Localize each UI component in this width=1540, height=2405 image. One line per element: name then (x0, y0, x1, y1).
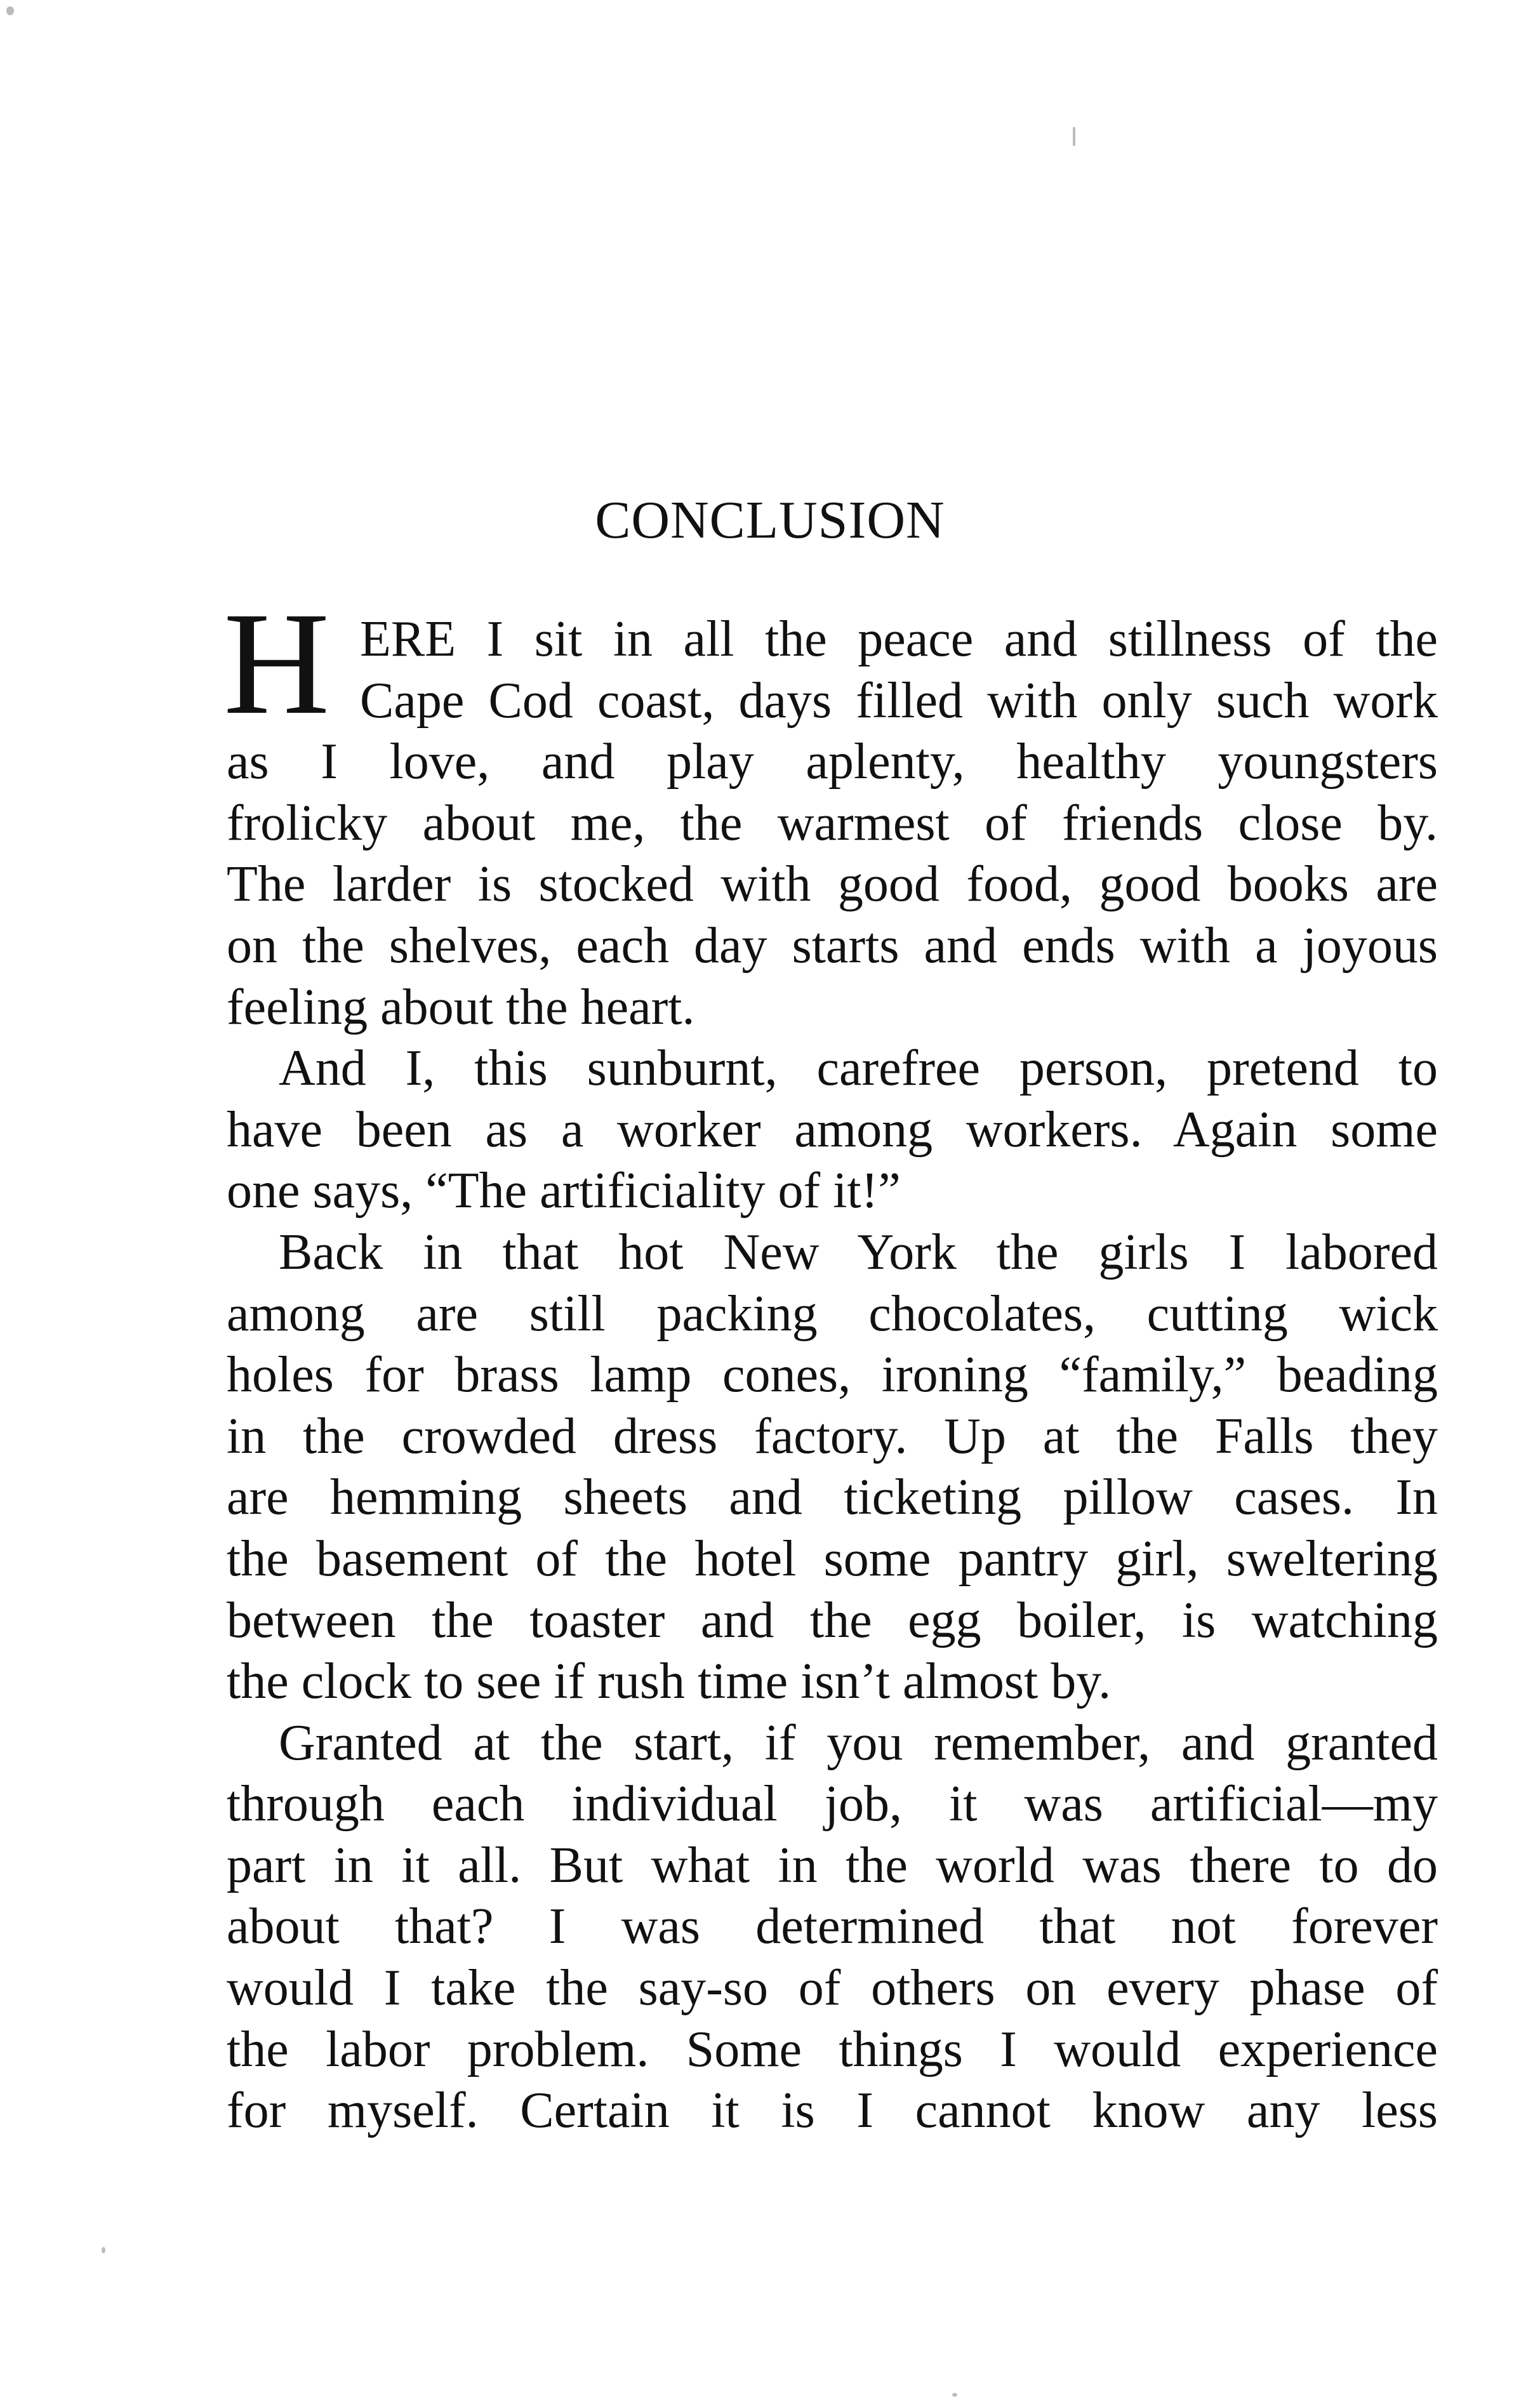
text-line: among are still packing chocolates, cutting wick (227, 1285, 1438, 1342)
text-line: The larder is stocked with good food, good books are (227, 856, 1438, 913)
text-line: would I take the say-so of others on every phase of (227, 1960, 1438, 2017)
text-line: Cape Cod coast, days filled with only such work (360, 672, 1438, 729)
text-line: holes for brass lamp cones, ironing “family,” beading (227, 1347, 1438, 1403)
text-line: for myself. Certain it is I cannot know any less (227, 2083, 1438, 2139)
text-line: the labor problem. Some things I would experience (227, 2021, 1438, 2077)
text-line: the clock to see if rush time isn’t almost by. (227, 1653, 1112, 1710)
text-line: the basement of the hotel some pantry girl, sweltering (227, 1530, 1438, 1587)
scan-speck (952, 2393, 957, 2397)
text-line: Back in that hot New York the girls I labored (279, 1224, 1438, 1280)
scan-speck (1073, 127, 1075, 146)
text-line: between the toaster and the egg boiler, is watching (227, 1592, 1438, 1648)
text-line: feeling about the heart. (227, 979, 695, 1035)
text-line: one says, “The artificiality of it!” (227, 1163, 901, 1219)
text-line: through each individual job, it was artificial—my (227, 1776, 1438, 1832)
text-line: part in it all. But what in the world was there to do (227, 1837, 1438, 1893)
text-line: Granted at the start, if you remember, and granted (279, 1714, 1438, 1771)
scan-speck (6, 6, 14, 15)
text-line: And I, this sunburnt, carefree person, pretend to (279, 1040, 1438, 1097)
text-line: ERE I sit in all the peace and stillness of the (360, 611, 1438, 667)
text-line: are hemming sheets and ticketing pillow cases. In (227, 1469, 1438, 1526)
text-line: on the shelves, each day starts and ends with a joyous (227, 917, 1438, 974)
text-line: about that? I was determined that not forever (227, 1898, 1438, 1955)
text-line: frolicky about me, the warmest of friends close by. (227, 795, 1438, 851)
text-line: in the crowded dress factory. Up at the Falls they (227, 1408, 1438, 1464)
chapter-title: CONCLUSION (595, 491, 945, 550)
text-line: have been as a worker among workers. Again some (227, 1101, 1438, 1158)
text-line: as I love, and play aplenty, healthy youngsters (227, 734, 1438, 790)
body-text (227, 609, 1438, 2142)
scan-speck (102, 2247, 105, 2253)
drop-cap: H (223, 582, 330, 745)
